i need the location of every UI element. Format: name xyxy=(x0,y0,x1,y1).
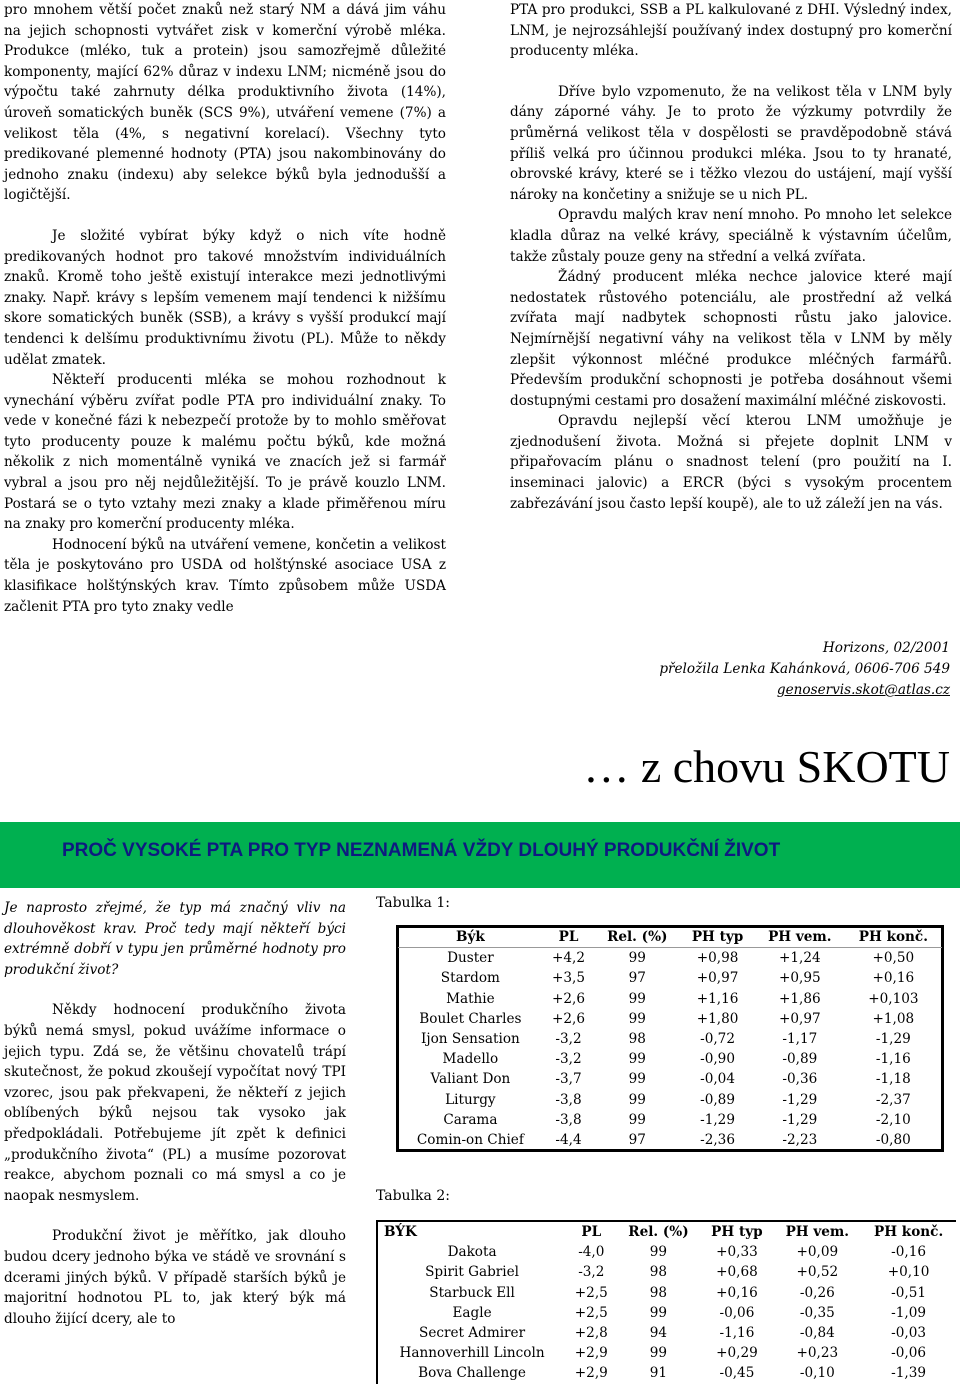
value-cell: -0,89 xyxy=(700,1091,735,1108)
table2-body xyxy=(377,1242,956,1383)
table-row xyxy=(397,1009,943,1029)
value-cell: 99 xyxy=(649,1244,668,1261)
column-header: PH vem. xyxy=(755,926,845,948)
value-cell: -1,09 xyxy=(891,1304,927,1321)
value-cell: 99 xyxy=(628,1071,646,1088)
value-cell: -0,06 xyxy=(719,1304,755,1321)
intro-paragraph: Produkční život je měřítko, jak dlouho budou dcery jednoho býka ve stádě ve srovnání s dcerami jiných býků. V případě starších býků je majoritní hodnotou PL to, jak který býk má dlouho žijící dcery, ale to xyxy=(4,1228,346,1327)
value-cell: 98 xyxy=(628,1031,646,1048)
bull-name-cell: Boulet Charles xyxy=(419,1010,522,1027)
bull-name-cell: Carama xyxy=(443,1111,498,1128)
value-cell: -4,0 xyxy=(578,1244,605,1261)
left-column-paragraph: pro mnohem větší počet znaků než starý NM a dává jim váhu na jejich schopnosti vytvářet zisk v komerční výrobě mléka. Produkce (mléko, tuk a protein) jsou samozřejmě důležité komponenty, mající 62% důraz v indexu LNM; nicméně jsou do výpočtu také zahrnuty délka produktivního života (14%), úroveň somatických buněk (SCS 9%), utváření vemene (7%) a velikost těla (4%, s negativní korelací). Všechny tyto predikované plemenné hodnoty (PTA) jsou nakombinovány do jednoho znaku (indexu) aby selekce býků byla jednodušší a logičtější. xyxy=(4,2,446,204)
table1-body xyxy=(397,948,943,1151)
value-cell: -3,8 xyxy=(555,1091,582,1108)
right-column xyxy=(510,0,952,514)
value-cell: 99 xyxy=(628,1091,646,1108)
value-cell: 99 xyxy=(649,1345,668,1362)
value-cell: -3,8 xyxy=(555,1111,582,1128)
value-cell: -1,29 xyxy=(875,1031,911,1048)
value-cell: -0,16 xyxy=(891,1244,927,1261)
bull-name-cell: Madello xyxy=(442,1051,499,1068)
value-cell: -3,2 xyxy=(578,1264,605,1281)
column-header: PH konč. xyxy=(874,1224,944,1241)
table-row xyxy=(397,1130,943,1151)
left-column-paragraph: Někteří producenti mléka se mohou rozhodnout k vynechání výběru zvířat podle PTA pro individuální znaky. To vede v konečné fázi k nebezpečí protože by to mohlo směřovat tyto producenty pouze k malému počtu býků, kde možná několik z nich momentálně vyniká ve znacích jež si farmář vybral a jsou pro něj nejdůležitější. To je právě kouzlo LNM. Postará se o tyto vztahy mezi znaky a klade přiměřenou míru na znaky pro komerční producenty mléka. xyxy=(4,372,446,533)
signature-block xyxy=(659,638,950,701)
value-cell: -2,23 xyxy=(782,1131,818,1148)
value-cell: -0,84 xyxy=(799,1325,835,1342)
bull-name-cell: Liturgy xyxy=(445,1091,496,1108)
value-cell: 98 xyxy=(649,1284,668,1301)
value-cell: 91 xyxy=(649,1365,668,1382)
value-cell: +2,5 xyxy=(574,1304,608,1321)
table-row xyxy=(397,948,943,969)
value-cell: -2,36 xyxy=(700,1131,735,1148)
value-cell: -1,29 xyxy=(782,1091,818,1108)
column-header: Rel. (%) xyxy=(628,1224,689,1241)
table-row xyxy=(377,1242,956,1262)
value-cell: -1,39 xyxy=(891,1365,927,1382)
bull-name-cell: Valiant Don xyxy=(430,1071,511,1088)
value-cell: 97 xyxy=(628,970,646,987)
column-header: PH typ xyxy=(711,1224,763,1241)
value-cell: -0,72 xyxy=(700,1031,735,1048)
table-row xyxy=(377,1262,956,1282)
value-cell: -0,35 xyxy=(799,1304,835,1321)
bull-name-cell: Dakota xyxy=(447,1244,497,1261)
value-cell: 94 xyxy=(649,1325,668,1342)
value-cell: -1,17 xyxy=(782,1031,818,1048)
value-cell: -0,06 xyxy=(891,1345,927,1362)
bull-name-cell: Eagle xyxy=(452,1304,492,1321)
value-cell: -3,7 xyxy=(555,1071,582,1088)
value-cell: -2,37 xyxy=(875,1091,911,1108)
value-cell: +0,50 xyxy=(872,950,915,967)
column-header: PL xyxy=(543,926,595,948)
value-cell: +0,97 xyxy=(778,1010,821,1027)
column-header: PH konč. xyxy=(845,926,943,948)
value-cell: +2,9 xyxy=(574,1345,608,1362)
right-column-paragraph: Opravdu malých krav není mnoho. Po mnoho let selekce kladla důraz na velké krávy, speciálně k výstavním účelům, takže zůstaly pouze geny na střední a velká zvířata. xyxy=(510,207,952,265)
value-cell: +0,103 xyxy=(868,990,919,1007)
value-cell: 97 xyxy=(628,1131,646,1148)
value-cell: +2,8 xyxy=(574,1325,608,1342)
value-cell: +0,33 xyxy=(716,1244,758,1261)
value-cell: +1,80 xyxy=(696,1010,739,1027)
value-cell: +0,97 xyxy=(696,970,739,987)
table-row xyxy=(397,1049,943,1069)
left-column xyxy=(4,0,446,617)
value-cell: +0,68 xyxy=(716,1264,758,1281)
value-cell: +3,5 xyxy=(552,970,586,987)
column-header: Býk xyxy=(397,926,543,948)
bull-name-cell: Duster xyxy=(447,950,494,967)
table-row xyxy=(397,968,943,988)
table-row xyxy=(397,1069,943,1089)
value-cell: -0,36 xyxy=(782,1071,818,1088)
table-row xyxy=(377,1283,956,1303)
bull-name-cell: Bova Challenge xyxy=(418,1365,526,1382)
value-cell: -0,10 xyxy=(799,1365,835,1382)
bull-name-cell: Ijon Sensation xyxy=(420,1031,520,1048)
column-header: Rel. (%) xyxy=(594,926,680,948)
table-row xyxy=(397,1110,943,1130)
value-cell: +0,95 xyxy=(778,970,821,987)
left-column-paragraph: Hodnocení býků na utváření vemene, končetin a velikost těla je poskytováno pro USDA od holštýnské asociace USA z klasifikace holštýnských krav. Tímto způsobem může USDA začlenit PTA pro tyto znaky vedle xyxy=(4,536,446,615)
value-cell: +4,2 xyxy=(552,950,586,967)
value-cell: -0,89 xyxy=(782,1051,818,1068)
value-cell: -1,29 xyxy=(782,1111,818,1128)
value-cell: -1,16 xyxy=(875,1051,911,1068)
table-row xyxy=(397,1090,943,1110)
translator-line: přeložila Lenka Kahánková, 0606-706 549 xyxy=(659,661,950,677)
value-cell: 99 xyxy=(628,1051,646,1068)
value-cell: -0,03 xyxy=(891,1325,927,1342)
value-cell: -0,80 xyxy=(875,1131,911,1148)
value-cell: +2,6 xyxy=(552,1010,586,1027)
value-cell: +1,16 xyxy=(696,990,739,1007)
bull-name-cell: Mathie xyxy=(446,990,495,1007)
value-cell: +0,10 xyxy=(887,1264,930,1281)
bull-name-cell: Hannoverhill Lincoln xyxy=(399,1345,545,1362)
value-cell: -3,2 xyxy=(555,1031,582,1048)
table1-caption: Tabulka 1: xyxy=(376,895,450,911)
table2-caption: Tabulka 2: xyxy=(376,1188,450,1204)
table-row xyxy=(397,1029,943,1049)
source-line: Horizons, 02/2001 xyxy=(822,640,950,656)
value-cell: 99 xyxy=(628,950,646,967)
right-column-paragraph: Dříve bylo vzpomenuto, že na velikost těla v LNM byly dány záporné váhy. Je to proto že výzkumy potvrdily že průměrná velikost těla v dospělosti se pravděpodobně stává příliš velká pro účinnou produkci mléka. Jsou to ty hranaté, obrovské krávy, které se i těžko vlezou do ustájení, mají vyšší nároky na končetiny a snižuje se u nich PL. xyxy=(510,83,952,203)
value-cell: -0,04 xyxy=(700,1071,735,1088)
value-cell: +2,5 xyxy=(574,1284,608,1301)
table-row xyxy=(377,1363,956,1383)
value-cell: +0,16 xyxy=(872,970,915,987)
table-row xyxy=(377,1323,956,1343)
value-cell: 99 xyxy=(628,1010,646,1027)
intro-text xyxy=(4,898,346,1329)
value-cell: 99 xyxy=(628,990,646,1007)
value-cell: -1,16 xyxy=(719,1325,755,1342)
value-cell: -0,51 xyxy=(891,1284,927,1301)
article-title: PROČ VYSOKÉ PTA PRO TYP NEZNAMENÁ VŽDY DLOUHÝ PRODUKČNÍ ŽIVOT xyxy=(62,840,781,861)
right-column-paragraph: PTA pro produkci, SSB a PL kalkulované z DHI. Výsledný index, LNM, je nejrozsáhlejší používaný index dostupný pro komerční producenty mléka. xyxy=(510,2,952,60)
value-cell: 99 xyxy=(628,1111,646,1128)
column-header: PH typ xyxy=(680,926,755,948)
intro-paragraph: Je naprosto zřejmé, že typ má značný vliv na dlouhověkost krav. Proč tedy mají někteří býci extrémně dobří v typu jen průměrné hodnoty pro produkční život? xyxy=(4,900,346,978)
value-cell: +1,86 xyxy=(778,990,821,1007)
value-cell: +2,9 xyxy=(574,1365,608,1382)
article-title-band xyxy=(0,822,960,888)
table-row xyxy=(377,1303,956,1323)
value-cell: +0,23 xyxy=(796,1345,839,1362)
bull-name-cell: Spirit Gabriel xyxy=(425,1264,520,1281)
column-header: PH vem. xyxy=(785,1224,850,1241)
bull-name-cell: Stardom xyxy=(440,970,500,987)
value-cell: 98 xyxy=(649,1264,668,1281)
bull-name-cell: Secret Admirer xyxy=(419,1325,526,1342)
table2 xyxy=(376,1220,956,1384)
value-cell: -0,45 xyxy=(719,1365,755,1382)
right-column-paragraph: Opravdu nejlepší věcí kterou LNM umožňuje je zjednodušení života. Možná si přejete doplnit LNM v připařovacím plánu o snadnost telení (pro použití na I. inseminaci jalovic) a ERCR (býci s vysokým procentem zabřezávání jsou často lepší koupě), ale to už záleží jen na vás. xyxy=(510,413,952,512)
column-header: BÝK xyxy=(384,1224,417,1241)
email-link[interactable]: genoservis.skot@atlas.cz xyxy=(776,682,950,698)
value-cell: -2,10 xyxy=(875,1111,911,1128)
right-column-paragraph: Žádný producent mléka nechce jalovice které mají nedostatek růstového potenciálu, ale prostřední až velká zvířata mají nadbytek schopnosti růstu jako jalovice. Nejmírnější negativní váhy na velikost těla v LNM by měly zlepšit výkonnost mléčné produkce mléčných farmářů. Především produkční schopnosti je potřeba dosáhnout všemi dostupnými cestami pro dosažení maximální mléčné ziskovosti. xyxy=(510,269,952,409)
table-row xyxy=(397,989,943,1009)
value-cell: -3,2 xyxy=(555,1051,582,1068)
table-row xyxy=(377,1343,956,1363)
table2-header-row xyxy=(377,1221,956,1242)
value-cell: +0,52 xyxy=(796,1264,839,1281)
value-cell: -4,4 xyxy=(555,1131,582,1148)
value-cell: +0,98 xyxy=(696,950,739,967)
table1-header-row xyxy=(397,926,943,948)
value-cell: +1,24 xyxy=(778,950,821,967)
column-header: PL xyxy=(581,1224,602,1241)
value-cell: -1,29 xyxy=(700,1111,735,1128)
table1 xyxy=(396,925,944,1152)
value-cell: +2,6 xyxy=(552,990,586,1007)
left-column-paragraph: Je složité vybírat býky když o nich víte hodně predikovaných hodnot pro takové množstvím individuálních znaků. Kromě toho ještě existují interakce mezi jednotlivými znaky. Např. krávy s lepším vemenem mají tendenci k nižšímu skore somatických buněk (SSB), a krávy s vyšší produkcí mají tendenci k delšímu produktivnímu životu (PL). Může to někdy udělat zmatek. xyxy=(4,227,446,368)
section-title: … z chovu SKOTU xyxy=(583,741,950,792)
value-cell: +0,09 xyxy=(796,1244,839,1261)
value-cell: -0,90 xyxy=(700,1051,735,1068)
bull-name-cell: Comin-on Chief xyxy=(416,1131,524,1148)
intro-paragraph: Někdy hodnocení produkčního života býků nemá smysl, pokud uvážíme informace o jejich typu. Zdá se, že většinu chovatelů trápí skutečnost, že pokud zkoušejí vypočítat nový TPI vzorec, jsou pak překvapeni, že někteří z jejich oblíbených býků nejsou tak vysoko jak předpokládali. Potřebujeme jít zpět k definici „produkčního života“ (PL) a musíme pozorovat reakce, abychom poznali co má smysl a co je naopak nesmyslem. xyxy=(4,1002,346,1204)
value-cell: -0,26 xyxy=(799,1284,835,1301)
bull-name-cell: Starbuck Ell xyxy=(429,1284,515,1301)
value-cell: +0,29 xyxy=(716,1345,758,1362)
value-cell: +0,16 xyxy=(716,1284,758,1301)
value-cell: +1,08 xyxy=(872,1010,915,1027)
value-cell: 99 xyxy=(649,1304,668,1321)
value-cell: -1,18 xyxy=(875,1071,911,1088)
